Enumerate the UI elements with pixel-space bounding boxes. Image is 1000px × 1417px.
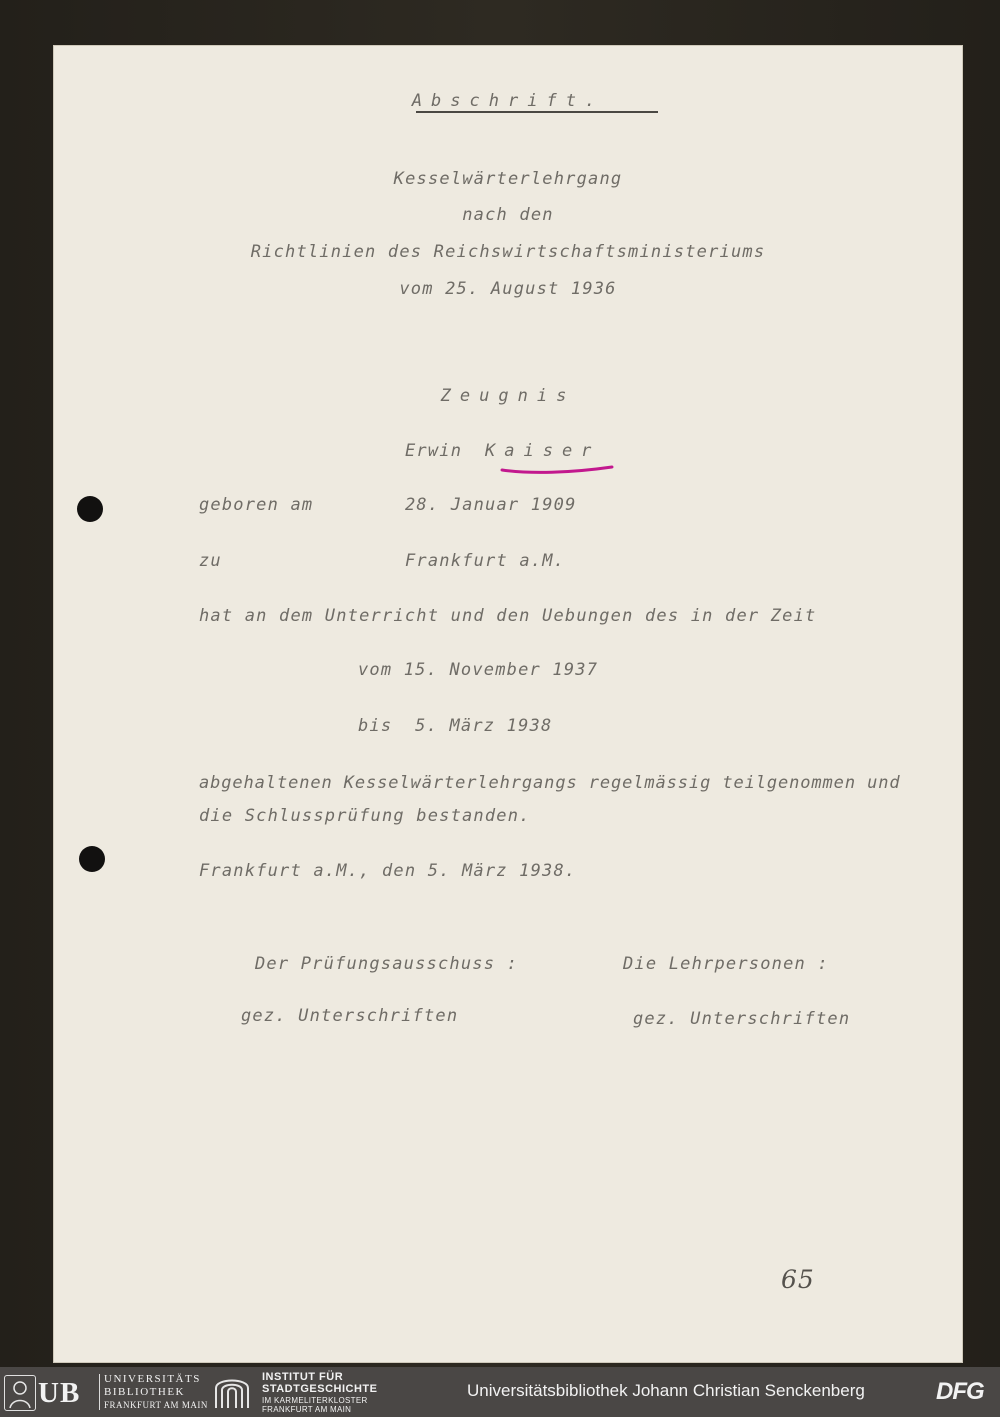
course-title-line-4: vom 25. August 1936 <box>399 279 617 299</box>
committee-label: Der Prüfungsausschuss : <box>255 954 519 974</box>
born-label: geboren am <box>199 495 314 515</box>
punch-hole-bottom <box>79 846 105 872</box>
document-page <box>53 45 963 1363</box>
footer-bar <box>0 1367 1000 1417</box>
heading-underline <box>416 111 658 113</box>
place-value: Frankfurt a.M. <box>405 551 566 571</box>
signature-left: gez. Unterschriften <box>241 1006 459 1026</box>
isg-text-line-1: INSTITUT FÜR <box>262 1371 344 1383</box>
signature-right: gez. Unterschriften <box>633 1009 851 1029</box>
place-and-date: Frankfurt a.M., den 5. März 1938. <box>199 861 577 881</box>
course-title-line-2: nach den <box>462 205 554 225</box>
magenta-underline-mark <box>500 462 615 476</box>
surname: Kaiser <box>485 441 601 461</box>
born-date: 28. Januar 1909 <box>405 495 577 515</box>
period-to: bis 5. März 1938 <box>358 716 553 736</box>
place-label: zu <box>199 551 222 571</box>
ub-logo-letters: UB <box>38 1377 81 1409</box>
course-title-line-3: Richtlinien des Reichswirtschaftsministeriums <box>250 242 766 262</box>
teachers-label: Die Lehrpersonen : <box>623 954 829 974</box>
ub-text-line-2: BIBLIOTHEK <box>104 1386 185 1398</box>
ub-logo-divider <box>99 1374 100 1410</box>
dfg-logo: DFG <box>936 1378 984 1405</box>
isg-arch-icon <box>212 1374 252 1410</box>
isg-text-line-2: STADTGESCHICHTE <box>262 1383 378 1395</box>
body-text-line-1: abgehaltenen Kesselwärterlehrgangs regelmässig teilgenommen und <box>199 773 901 793</box>
handwritten-page-number: 65 <box>781 1265 815 1294</box>
course-title-line-1: Kesselwärterlehrgang <box>393 169 623 189</box>
ub-portrait-icon <box>4 1375 36 1411</box>
document-heading: Abschrift. <box>411 91 605 111</box>
certificate-label: Zeugnis <box>440 386 576 406</box>
isg-text-line-4: FRANKFURT AM MAIN <box>262 1405 352 1414</box>
body-text-intro: hat an dem Unterricht und den Uebungen des in der Zeit <box>199 606 817 626</box>
period-from: vom 15. November 1937 <box>358 660 599 680</box>
first-name: Erwin <box>405 441 463 461</box>
ub-text-line-1: UNIVERSITÄTS <box>104 1373 201 1385</box>
isg-text-line-3: IM KARMELITERKLOSTER <box>262 1396 368 1405</box>
footer-library-name: Universitätsbibliothek Johann Christian Senckenberg <box>467 1381 865 1400</box>
punch-hole-top <box>77 496 103 522</box>
body-text-line-2: die Schlussprüfung bestanden. <box>199 806 531 826</box>
ub-text-line-3: FRANKFURT AM MAIN <box>104 1400 208 1410</box>
